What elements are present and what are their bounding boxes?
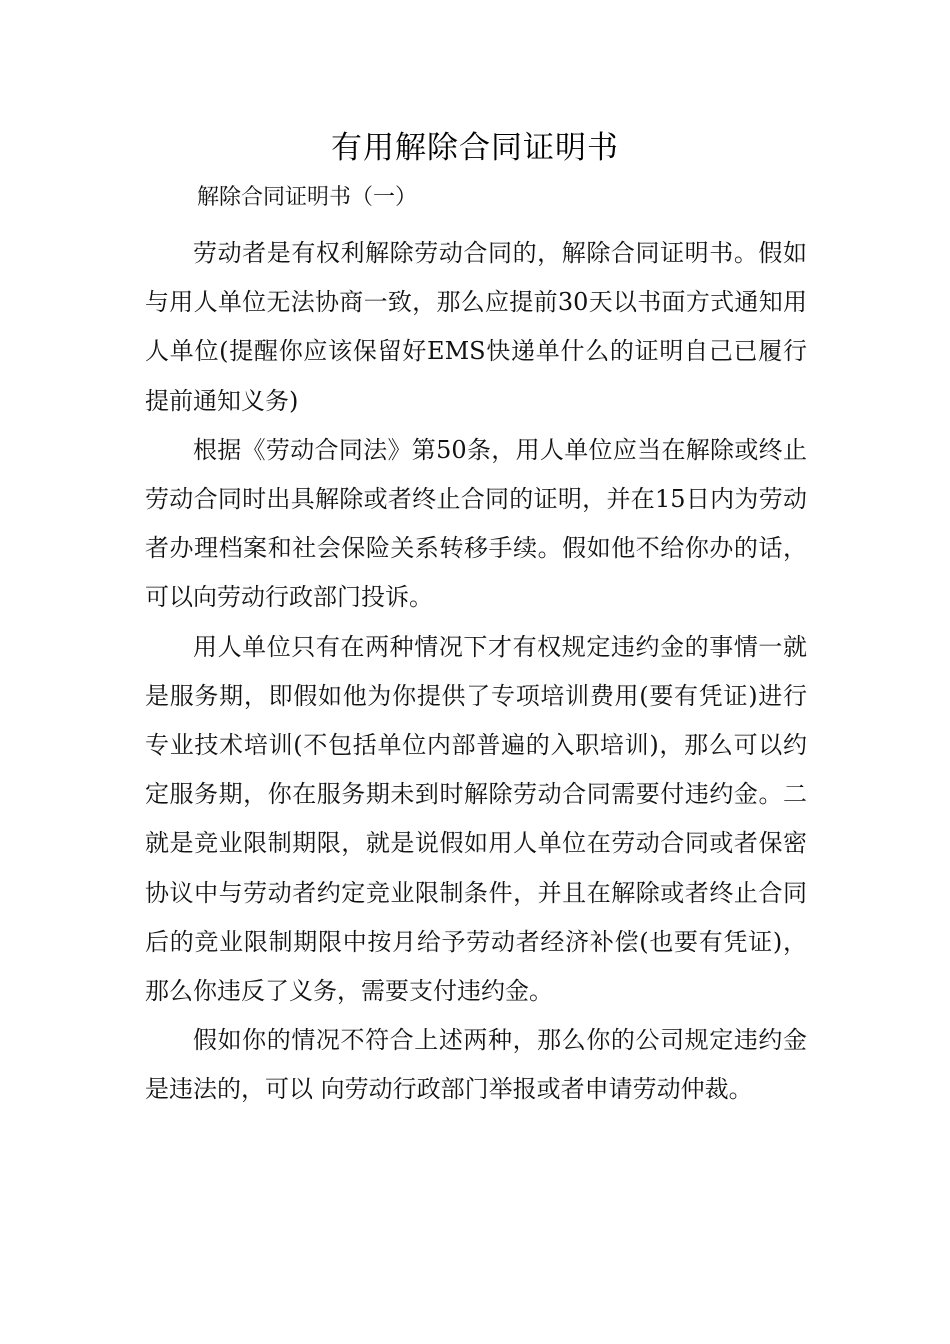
- paragraph: 假如你的情况不符合上述两种，那么你的公司规定违约金是违法的，可以 向劳动行政部门举报或者申请劳动仲裁。: [145, 1026, 807, 1104]
- page-title: 有用解除合同证明书: [331, 130, 619, 166]
- document-body: [145, 229, 807, 1115]
- section-subtitle: 解除合同证明书（一）: [197, 185, 418, 210]
- paragraph: 用人单位只有在两种情况下才有权规定违约金的事情一就是服务期，即假如他为你提供了专项培训费用(要有凭证)进行专业技术培训(不包括单位内部普遍的入职培训)，那么可以约定服务期，你在服务期未到时解除劳动合同需要付违约金。二就是竞业限制期限，就是说假如用人单位在劳动合同或者保密协议中与劳动者约定竞业限制条件，并且在解除或者终止合同后的竞业限制期限中按月给予劳动者经济补偿(也要有凭证)，那么你违反了义务，需要支付违约金。: [145, 632, 807, 1006]
- paragraph: 劳动者是有权利解除劳动合同的，解除合同证明书。假如与用人单位无法协商一致，那么应提前30天以书面方式通知用人单位(提醒你应该保留好EMS快递单什么的证明自己已履行提前通知义务): [145, 239, 807, 415]
- paragraph: 根据《劳动合同法》第50条，用人单位应当在解除或终止劳动合同时出具解除或者终止合同的证明，并在15日内为劳动者办理档案和社会保险关系转移手续。假如他不给你办的话，可以向劳动行政部门投诉。: [145, 435, 807, 612]
